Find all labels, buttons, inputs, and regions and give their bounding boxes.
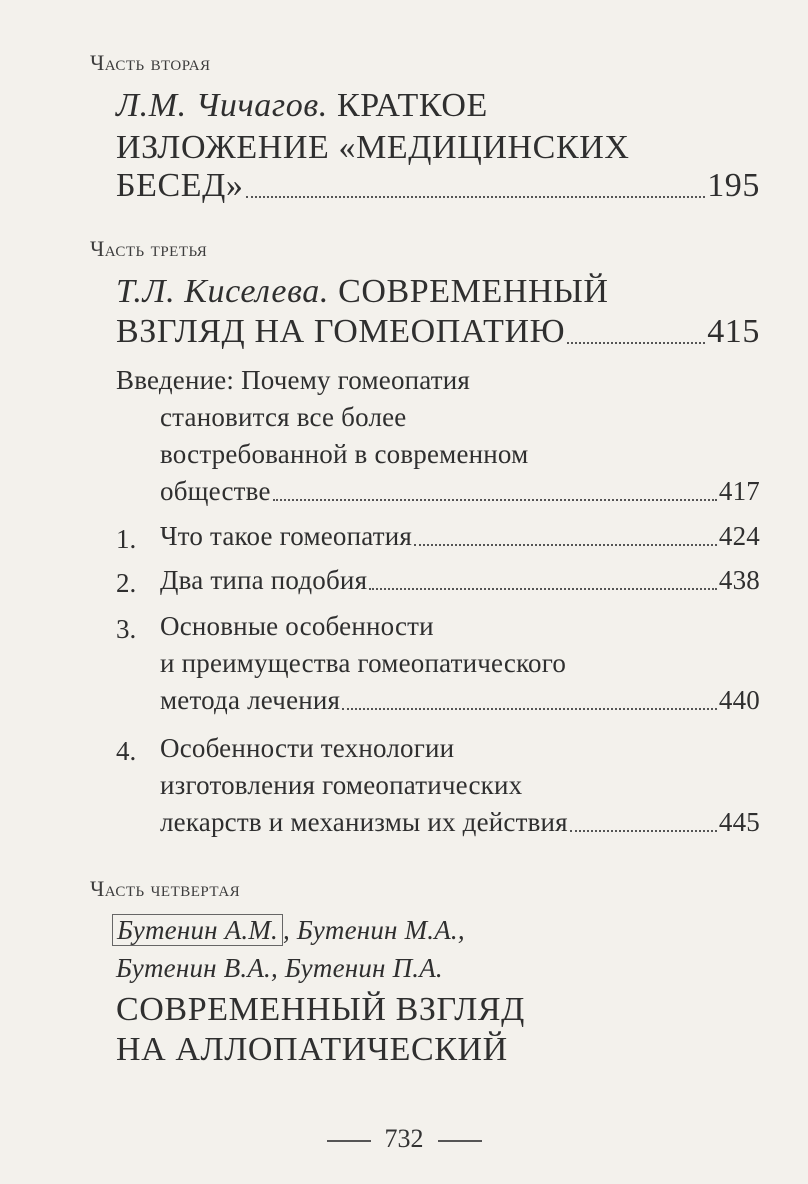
part-three-label: Часть третья [90, 236, 208, 261]
part-four-authors-line-1 [112, 912, 465, 948]
item-4-toc-entry[interactable] [160, 804, 760, 840]
part-three-toc-entry[interactable] [116, 312, 760, 352]
item-2-number: 2. [116, 568, 137, 598]
item-1-number: 1. [116, 524, 137, 554]
part-two-page: 195 [707, 167, 760, 204]
item-3-page: 440 [718, 685, 760, 715]
item-4-line-2: изготовления гомеопатических [160, 770, 523, 800]
item-4-line-3: лекарств и механизмы их действия [160, 807, 568, 837]
intro-line-3: востребованной в современном [160, 439, 529, 469]
item-1-toc-entry[interactable] [160, 518, 760, 554]
item-4-number: 4. [116, 736, 137, 766]
leader-dots [342, 708, 717, 710]
part-four-label: Часть четвертая [90, 876, 241, 901]
item-3-toc-entry[interactable] [160, 682, 760, 718]
intro-line-4: обществе [160, 476, 271, 506]
part-four-authors-rest: , Бутенин М.А., [283, 915, 465, 945]
folio-dash-left [327, 1140, 371, 1142]
part-two-title-line-1 [116, 86, 488, 126]
part-two-label: Часть вторая [90, 50, 211, 75]
intro-page: 417 [718, 476, 760, 506]
intro-toc-entry[interactable] [160, 473, 760, 509]
leader-dots [246, 196, 706, 198]
part-two-toc-entry[interactable] [116, 166, 760, 206]
part-three-author: Т.Л. Киселева. [116, 273, 329, 310]
item-2-line-1: Два типа подобия [160, 565, 368, 595]
page-number [0, 1124, 808, 1154]
leader-dots [567, 342, 705, 344]
page-number-text: 732 [384, 1124, 424, 1153]
item-2-toc-entry[interactable] [160, 562, 760, 598]
part-two-title-3: БЕСЕД» [116, 167, 244, 204]
intro-line-1: Введение: Почему гомеопатия [116, 365, 471, 395]
part-four-authors-line-2: Бутенин В.А., Бутенин П.А. [116, 953, 443, 983]
part-three-title-2: ВЗГЛЯД НА ГОМЕОПАТИЮ [116, 313, 566, 350]
folio-dash-right [438, 1140, 482, 1142]
leader-dots [369, 588, 717, 590]
part-three-title-line-1 [116, 272, 609, 312]
item-3-number: 3. [116, 614, 137, 644]
part-three-page: 415 [707, 313, 760, 350]
item-4-page: 445 [718, 807, 760, 837]
part-four-title-1: СОВРЕМЕННЫЙ ВЗГЛЯД [116, 991, 525, 1028]
item-2-page: 438 [718, 565, 760, 595]
part-three-title-1: СОВРЕМЕННЫЙ [338, 273, 609, 310]
part-four-title-2: НА АЛЛОПАТИЧЕСКИЙ [116, 1031, 508, 1068]
item-3-line-3: метода лечения [160, 685, 341, 715]
intro-line-2: становится все более [160, 402, 407, 432]
part-two-title-2: ИЗЛОЖЕНИЕ «МЕДИЦИНСКИХ [116, 129, 630, 166]
part-two-title-1: КРАТКОЕ [336, 87, 488, 124]
item-3-line-2: и преимущества гомеопатического [160, 648, 567, 678]
item-4-line-1: Особенности технологии [160, 733, 455, 763]
leader-dots [570, 830, 717, 832]
item-1-page: 424 [718, 521, 760, 551]
leader-dots [273, 499, 717, 501]
item-1-line-1: Что такое гомеопатия [160, 521, 413, 551]
leader-dots [414, 544, 717, 546]
item-3-line-1: Основные особенности [160, 611, 434, 641]
part-four-author-boxed: Бутенин А.М. [112, 914, 283, 946]
part-two-author: Л.М. Чичагов. [116, 87, 328, 124]
